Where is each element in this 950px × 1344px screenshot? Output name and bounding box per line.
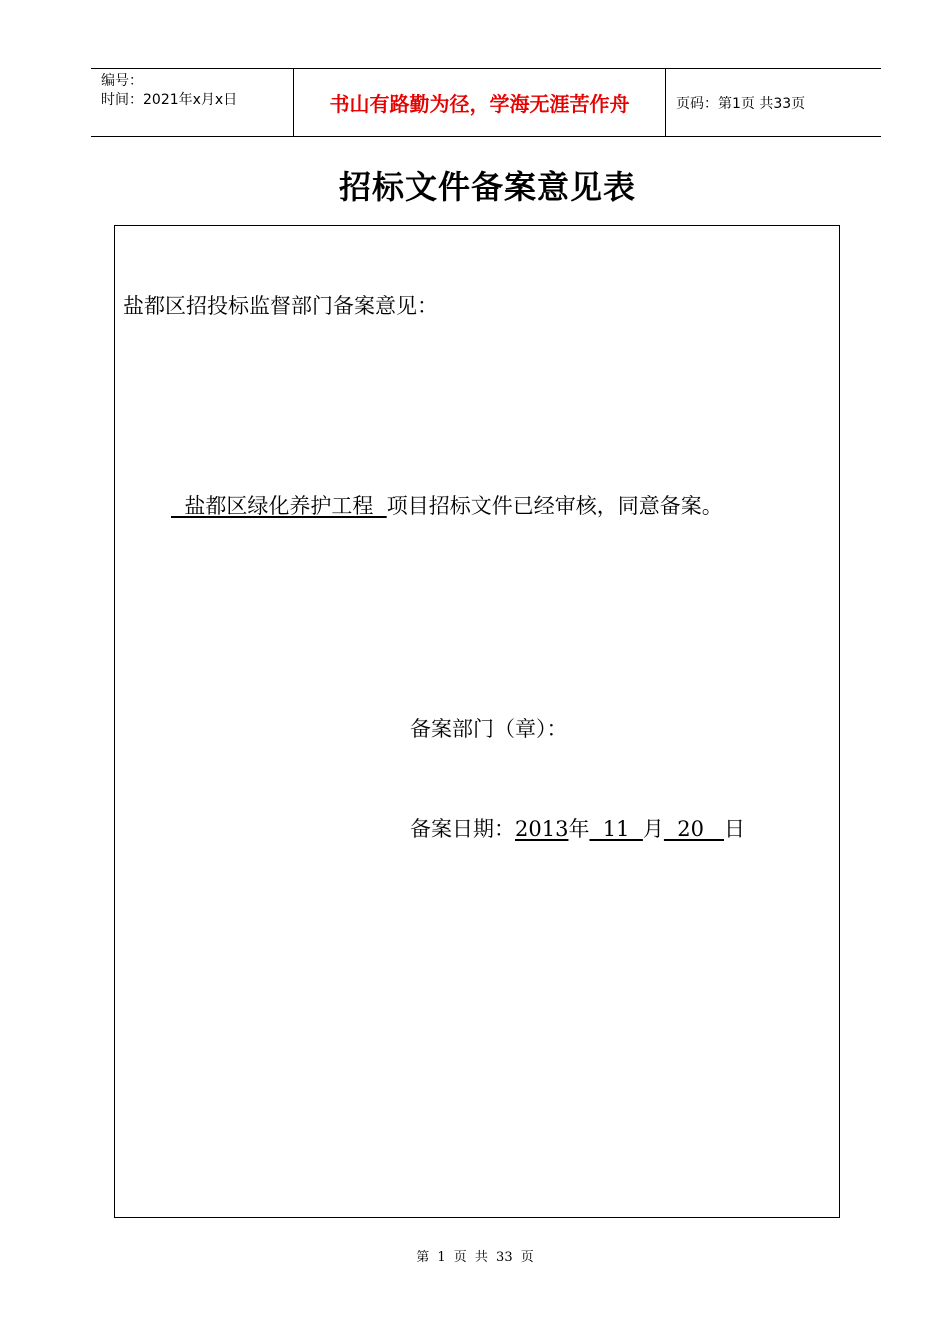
header-page-code: 页码：第1页 共33页 [676,95,806,112]
opinion-label: 盐都区招投标监督部门备案意见： [123,294,438,318]
day-unit: 日 [724,817,745,841]
project-name: 盐都区绿化养护工程 [171,494,387,518]
statement-rest: 项目招标文件已经审核，同意备案。 [386,494,723,518]
document-header [91,68,881,137]
date-month: 11 [589,817,643,841]
page-footer: 第 1 页 共 33 页 [416,1250,534,1265]
time-line: 时间：2021年x月x日 [101,92,238,108]
date-day: 20 [663,817,724,841]
date-label: 备案日期： [410,817,515,841]
approval-statement [171,490,723,520]
header-meta [91,69,293,136]
year-unit: 年 [568,817,590,841]
date-year: 2013 [515,817,569,841]
serial-label: 编号： [101,73,143,89]
filing-date [410,813,745,843]
header-motto: 书山有路勤为径，学海无涯苦作舟 [293,69,666,136]
filing-dept-label: 备案部门（章）： [410,717,568,741]
month-unit: 月 [642,817,664,841]
page-title: 招标文件备案意见表 [338,168,636,206]
